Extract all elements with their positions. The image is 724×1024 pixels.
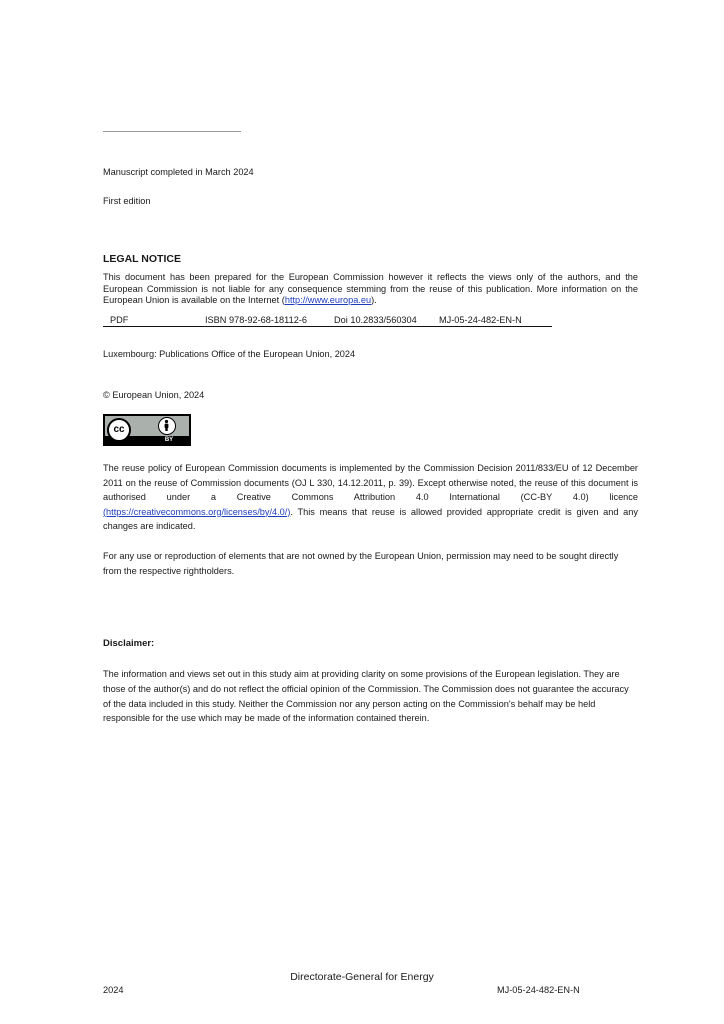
doi-cell: Doi 10.2833/560304: [334, 315, 417, 325]
creative-commons-link[interactable]: (https://creativecommons.org/licenses/by/4.0/): [103, 506, 291, 517]
reuse-policy-text-end: . This means that reuse is allowed provided appropriate credit is given and any changes are indicated.: [103, 506, 638, 531]
disclaimer-text: The information and views set out in this study aim at providing clarity on some provisions of the European legislation. They are those of the author(s) and do not reflect the official opinion of the Commission. The Commission does not guarantee the accuracy of the data included in this study. Neither the Commission nor any person acting on the Commission's behalf may be held responsible for the use which may be made of the information contained therein.: [103, 669, 629, 724]
reuse-policy-text-start: The reuse policy of European Commission documents is implemented by the Commission Decision 2011/833/EU of 12 December 2011 on the reuse of Commission documents (OJ L 330, 14.12.2011, p. 39). Except otherwise noted, the reuse of this document is authorised under a Creative Commons Attribution 4.0 International (CC-BY 4.0) licence: [103, 463, 638, 502]
footer-catalogue-code: MJ-05-24-482-EN-N: [497, 985, 580, 995]
identifier-table: [103, 314, 552, 327]
copyright-note: © European Union, 2024: [103, 390, 205, 400]
top-rule: [103, 131, 241, 132]
format-cell: PDF: [110, 315, 129, 325]
disclaimer-heading: Disclaimer:: [103, 638, 155, 649]
manuscript-note: Manuscript completed in March 2024: [103, 167, 254, 177]
edition-note: First edition: [103, 196, 151, 206]
footer-year: 2024: [103, 985, 124, 995]
europa-link[interactable]: http://www.europa.eu: [284, 295, 372, 305]
legal-notice-text: [103, 272, 638, 307]
legal-notice-text-start: This document has been prepared for the European Commission however it reflects the views only of the authors, and the European Commission is not liable for any consequence stemming from the reuse of this publication. More information on the European Union is available on the Internet (: [103, 272, 638, 305]
legal-notice-text-end: ).: [371, 295, 377, 305]
reuse-policy-text: [103, 461, 638, 534]
attribution-person-icon: [158, 417, 176, 435]
isbn-cell: ISBN 978-92-68-18112-6: [205, 315, 307, 325]
footer-directorate: Directorate-General for Energy: [290, 971, 434, 983]
by-label: BY: [151, 436, 187, 444]
cc-by-license-badge: [103, 414, 191, 446]
publisher-note: Luxembourg: Publications Office of the European Union, 2024: [103, 349, 356, 359]
permission-text: For any use or reproduction of elements that are not owned by the European Union, permission may need to be sought directly from the respective rightholders.: [103, 551, 619, 576]
cc-icon: cc: [107, 418, 131, 442]
catalogue-cell: MJ-05-24-482-EN-N: [439, 315, 522, 325]
legal-notice-heading: LEGAL NOTICE: [103, 253, 181, 265]
